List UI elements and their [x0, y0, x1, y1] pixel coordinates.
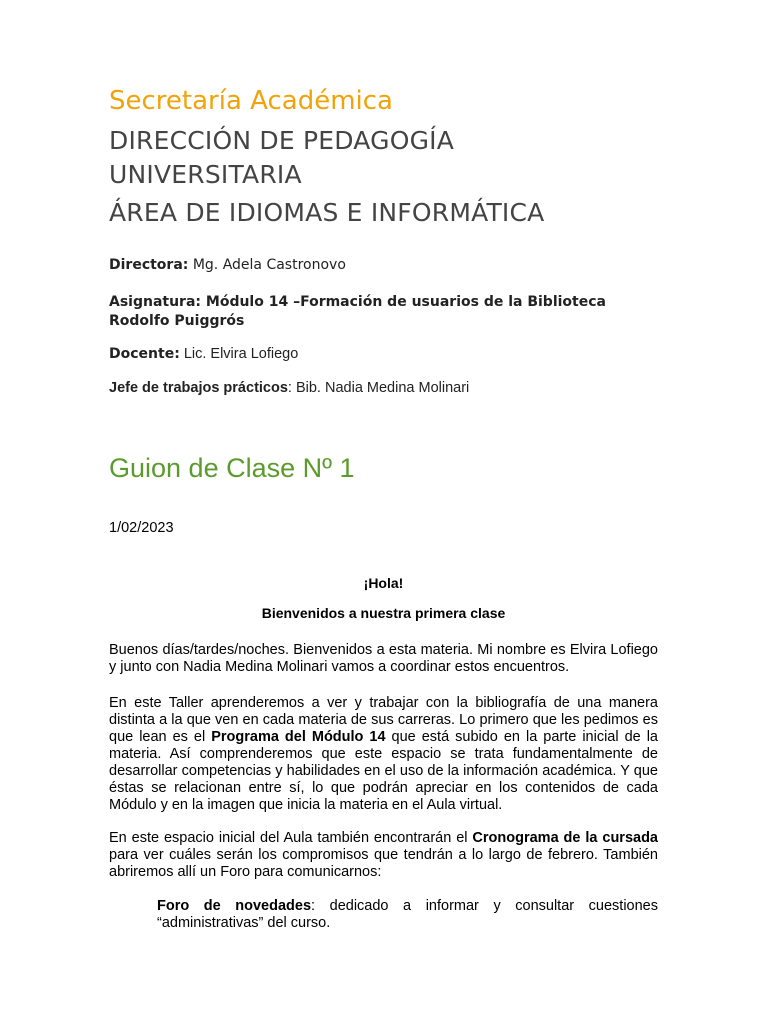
paragraph-aula-text-a: En este espacio inicial del Aula también encontrarán el [109, 830, 473, 846]
jefe-value: : Bib. Nadia Medina Molinari [287, 380, 470, 396]
foro-novedades-bold: Foro de novedades [157, 898, 312, 914]
asignatura-value-line2: Rodolfo Puiggrós [109, 313, 245, 329]
directora-line [109, 257, 346, 273]
asignatura-line [109, 293, 606, 331]
jefe-label: Jefe de trabajos prácticos [109, 380, 288, 396]
welcome-heading: Bienvenidos a nuestra primera clase [261, 605, 506, 621]
jefe-line [109, 380, 469, 396]
paragraph-taller [109, 695, 658, 814]
paragraph-taller-text-b: que está subido en la parte inicial de la materia. Así comprenderemos que este espacio se trata fundamentalmente de desarrollar competencias y habilidades en el uso de la información académica. Y que éstas se relacionan entre sí, lo que podrán apreciar en los contenidos de cada Módulo y en la imagen que inicia la materia en el Aula virtual. [109, 729, 658, 813]
greeting: ¡Hola! [363, 575, 404, 591]
asignatura-value-line1: Módulo 14 –Formación de usuarios de la Biblioteca [201, 294, 606, 310]
paragraph-foro [157, 898, 658, 932]
docente-value: Lic. Elvira Lofiego [179, 346, 299, 362]
date: 1/02/2023 [109, 520, 174, 536]
paragraph-aula-text-b: para ver cuáles serán los compromisos que tendrán a lo largo de febrero. También abriremos allí un Foro para comunicarnos: [109, 847, 658, 880]
paragraph-intro: Buenos días/tardes/noches. Bienvenidos a esta materia. Mi nombre es Elvira Lofiego y junto con Nadia Medina Molinari vamos a coordinar estos encuentros. [109, 642, 658, 675]
docente-label: Docente: [109, 346, 180, 362]
area-heading: ÁREA DE IDIOMAS E INFORMÁTICA [109, 198, 545, 227]
foro-novedades-text: : dedicado a informar y consultar cuestiones “administrativas” del curso. [157, 898, 658, 931]
secretaria-heading: Secretaría Académica [109, 86, 393, 116]
paragraph-aula [109, 830, 658, 881]
asignatura-label: Asignatura: [109, 294, 202, 310]
paragraph-taller-text-a: En este Taller aprenderemos a ver y trabajar con la bibliografía de una manera distinta a la que ven en cada materia de sus carreras. Lo primero que les pedimos es que lean es el [109, 695, 658, 745]
directora-label: Directora: [109, 257, 189, 273]
directora-value: Mg. Adela Castronovo [188, 257, 346, 273]
programa-modulo-bold: Programa del Módulo 14 [211, 729, 386, 745]
cronograma-bold: Cronograma de la cursada [472, 830, 658, 846]
docente-line [109, 346, 298, 362]
page-title: Guion de Clase Nº 1 [109, 453, 355, 483]
direccion-heading-line1: DIRECCIÓN DE PEDAGOGÍA [109, 126, 455, 155]
direccion-heading-line2: UNIVERSITARIA [109, 160, 302, 189]
